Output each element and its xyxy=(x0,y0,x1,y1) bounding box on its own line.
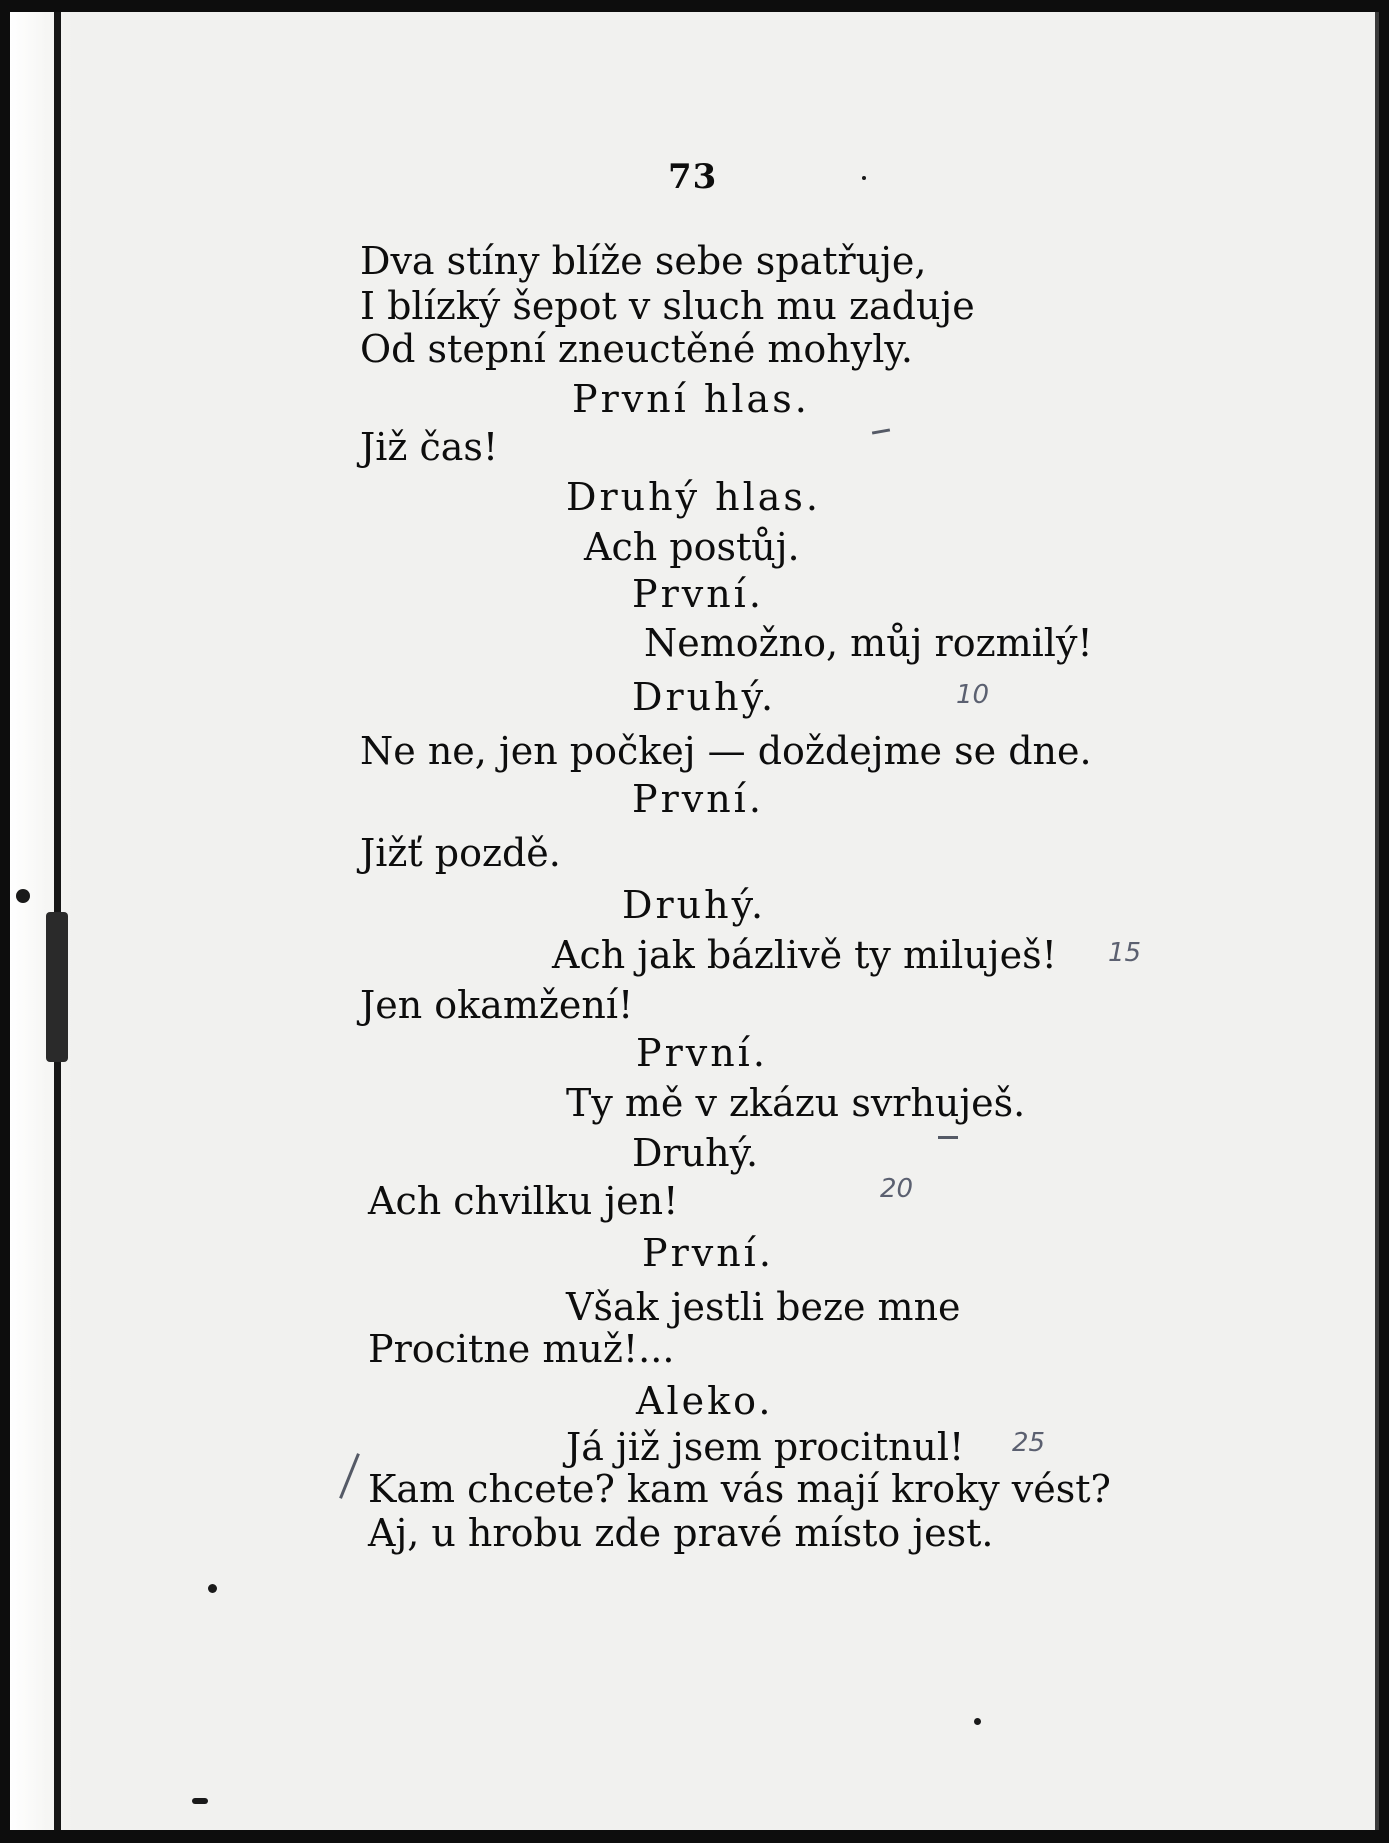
margin-note: 15 xyxy=(1108,938,1142,968)
verse-line: Však jestli beze mne xyxy=(566,1285,961,1329)
pencil-mark xyxy=(339,1453,360,1499)
speaker-heading: Druhý. xyxy=(622,883,767,927)
verse-line: Já již jsem procitnul! xyxy=(566,1425,965,1469)
pencil-mark xyxy=(872,428,890,434)
speaker-heading: Druhý. xyxy=(632,1131,759,1175)
verse-line: Ach postůj. xyxy=(584,525,800,569)
pencil-mark xyxy=(938,1136,958,1139)
speck xyxy=(862,176,866,180)
speaker-heading: Aleko. xyxy=(636,1379,774,1423)
book-page xyxy=(10,12,1379,1830)
verse-line: Ne ne, jen počkej — doždejme se dne. xyxy=(360,729,1092,773)
spine-shadow xyxy=(46,912,68,1062)
page-number: 73 xyxy=(668,157,718,197)
speaker-heading: První. xyxy=(632,777,764,821)
speaker-heading: První hlas. xyxy=(572,377,810,421)
speaker-heading: Druhý hlas. xyxy=(566,475,821,519)
margin-note: 10 xyxy=(956,680,990,710)
verse-line: Dva stíny blíže sebe spatřuje, xyxy=(360,239,927,283)
verse-line: Jen okamžení! xyxy=(360,983,634,1027)
verse-line: Nemožno, můj rozmilý! xyxy=(644,621,1093,665)
verse-line: Aj, u hrobu zde pravé místo jest. xyxy=(368,1511,994,1555)
verse-line: Ach chvilku jen! xyxy=(368,1179,679,1223)
margin-note: 20 xyxy=(880,1174,914,1204)
speck xyxy=(192,1798,208,1804)
verse-line: Již čas! xyxy=(360,425,499,469)
verse-line: Procitne muž!... xyxy=(368,1327,675,1371)
verse-line: Ach jak bázlivě ty miluješ! xyxy=(552,933,1057,977)
verse-line: I blízký šepot v sluch mu zaduje xyxy=(360,284,975,328)
speck xyxy=(16,889,30,903)
margin-note: 25 xyxy=(1012,1428,1046,1458)
speaker-heading: První. xyxy=(642,1231,774,1275)
speck xyxy=(974,1718,981,1725)
verse-line: Ty mě v zkázu svrhuješ. xyxy=(566,1081,1026,1125)
speaker-heading: První. xyxy=(632,572,764,616)
speck xyxy=(208,1584,217,1593)
verse-line: Kam chcete? kam vás mají kroky vést? xyxy=(368,1467,1111,1511)
speaker-heading: První. xyxy=(636,1031,768,1075)
verse-line: Jižť pozdě. xyxy=(360,831,561,875)
speaker-heading: Druhý. xyxy=(632,675,777,719)
verse-line: Od stepní zneuctěné mohyly. xyxy=(360,327,913,371)
